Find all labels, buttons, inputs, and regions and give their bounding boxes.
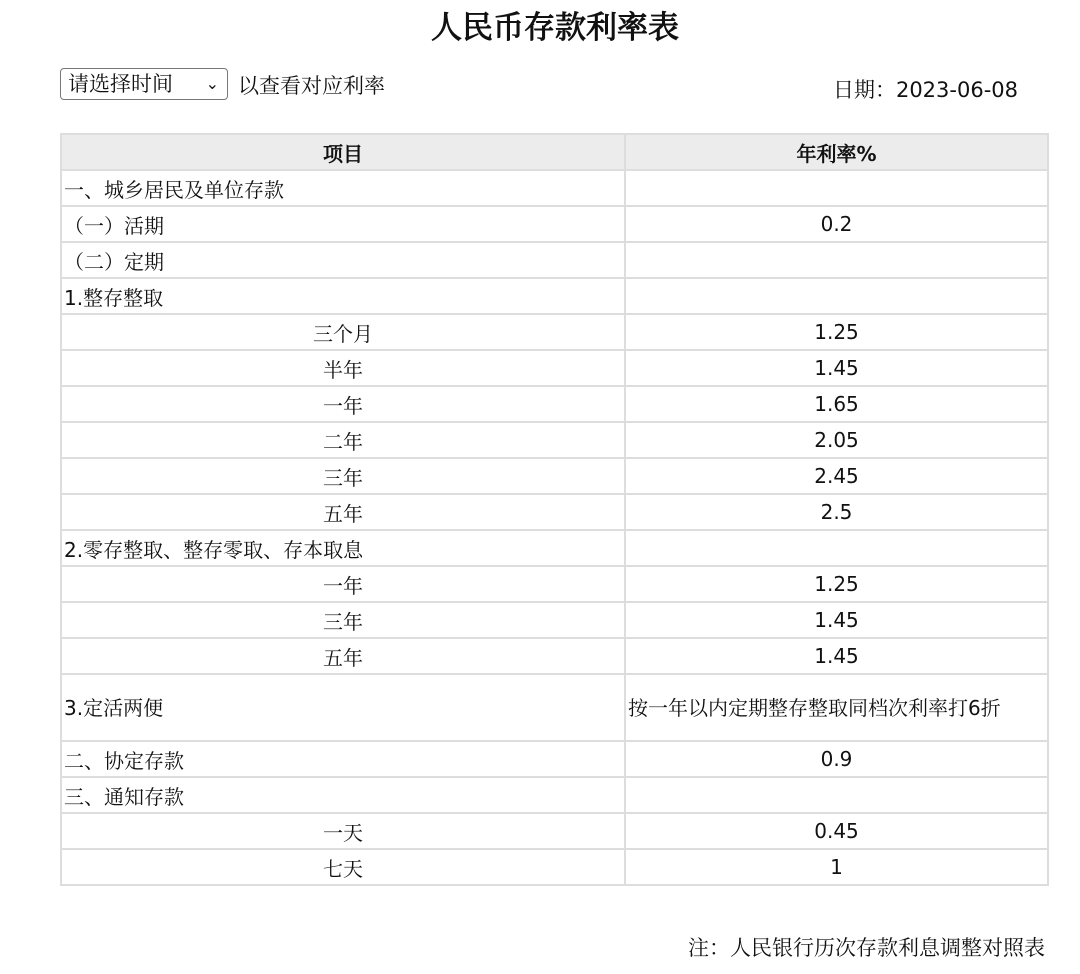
rate-cell: 1.25 bbox=[625, 314, 1048, 350]
rate-cell bbox=[625, 530, 1048, 566]
item-cell: 二年 bbox=[61, 422, 625, 458]
table-row bbox=[61, 350, 1048, 386]
table-row bbox=[61, 777, 1048, 813]
rate-cell: 2.45 bbox=[625, 458, 1048, 494]
table-row bbox=[61, 206, 1048, 242]
item-cell: 一天 bbox=[61, 813, 625, 849]
rate-cell: 1.45 bbox=[625, 638, 1048, 674]
rate-cell: 按一年以内定期整存整取同档次利率打6折 bbox=[625, 674, 1048, 741]
time-select[interactable] bbox=[60, 68, 228, 100]
table-row bbox=[61, 458, 1048, 494]
item-cell: 一年 bbox=[61, 566, 625, 602]
rate-cell: 0.9 bbox=[625, 741, 1048, 777]
rate-cell: 0.2 bbox=[625, 206, 1048, 242]
table-row bbox=[61, 170, 1048, 206]
rate-cell: 1 bbox=[625, 849, 1048, 885]
rate-table bbox=[60, 133, 1049, 886]
item-cell: 三年 bbox=[61, 458, 625, 494]
table-row bbox=[61, 386, 1048, 422]
rate-cell: 1.45 bbox=[625, 602, 1048, 638]
table-row bbox=[61, 813, 1048, 849]
rate-cell bbox=[625, 242, 1048, 278]
table-row bbox=[61, 566, 1048, 602]
chevron-down-icon: ⌄ bbox=[205, 74, 219, 93]
rate-cell: 0.45 bbox=[625, 813, 1048, 849]
item-cell: 二、协定存款 bbox=[61, 741, 625, 777]
rate-cell: 1.45 bbox=[625, 350, 1048, 386]
item-cell: 半年 bbox=[61, 350, 625, 386]
header-rate: 年利率% bbox=[625, 134, 1048, 170]
item-cell: （一）活期 bbox=[61, 206, 625, 242]
item-cell: 1.整存整取 bbox=[61, 278, 625, 314]
item-cell: 五年 bbox=[61, 494, 625, 530]
table-row bbox=[61, 741, 1048, 777]
rate-cell bbox=[625, 278, 1048, 314]
rate-cell bbox=[625, 777, 1048, 813]
item-cell: 三年 bbox=[61, 602, 625, 638]
table-row bbox=[61, 314, 1048, 350]
footnote-link[interactable]: 注：人民银行历次存款利息调整对照表 bbox=[688, 936, 1045, 960]
header-item: 项目 bbox=[61, 134, 625, 170]
table-row bbox=[61, 602, 1048, 638]
table-row bbox=[61, 422, 1048, 458]
rate-cell: 1.65 bbox=[625, 386, 1048, 422]
table-header-row bbox=[61, 134, 1048, 170]
item-cell: 三个月 bbox=[61, 314, 625, 350]
item-cell: 五年 bbox=[61, 638, 625, 674]
item-cell: 七天 bbox=[61, 849, 625, 885]
date-label: 日期：2023-06-08 bbox=[832, 78, 1018, 102]
item-cell: （二）定期 bbox=[61, 242, 625, 278]
item-cell: 三、通知存款 bbox=[61, 777, 625, 813]
table-row bbox=[61, 638, 1048, 674]
table-row bbox=[61, 849, 1048, 885]
page-title: 人民币存款利率表 bbox=[431, 10, 679, 46]
table-row bbox=[61, 530, 1048, 566]
select-hint: 以查看对应利率 bbox=[238, 74, 385, 98]
rate-cell: 2.05 bbox=[625, 422, 1048, 458]
item-cell: 2.零存整取、整存零取、存本取息 bbox=[61, 530, 625, 566]
table-row bbox=[61, 242, 1048, 278]
table-row bbox=[61, 674, 1048, 741]
table-row bbox=[61, 494, 1048, 530]
time-select-value: 请选择时间 bbox=[68, 72, 173, 96]
rate-cell bbox=[625, 170, 1048, 206]
table-row bbox=[61, 278, 1048, 314]
rate-cell: 2.5 bbox=[625, 494, 1048, 530]
item-cell: 一、城乡居民及单位存款 bbox=[61, 170, 625, 206]
item-cell: 一年 bbox=[61, 386, 625, 422]
item-cell: 3.定活两便 bbox=[61, 674, 625, 741]
rate-cell: 1.25 bbox=[625, 566, 1048, 602]
